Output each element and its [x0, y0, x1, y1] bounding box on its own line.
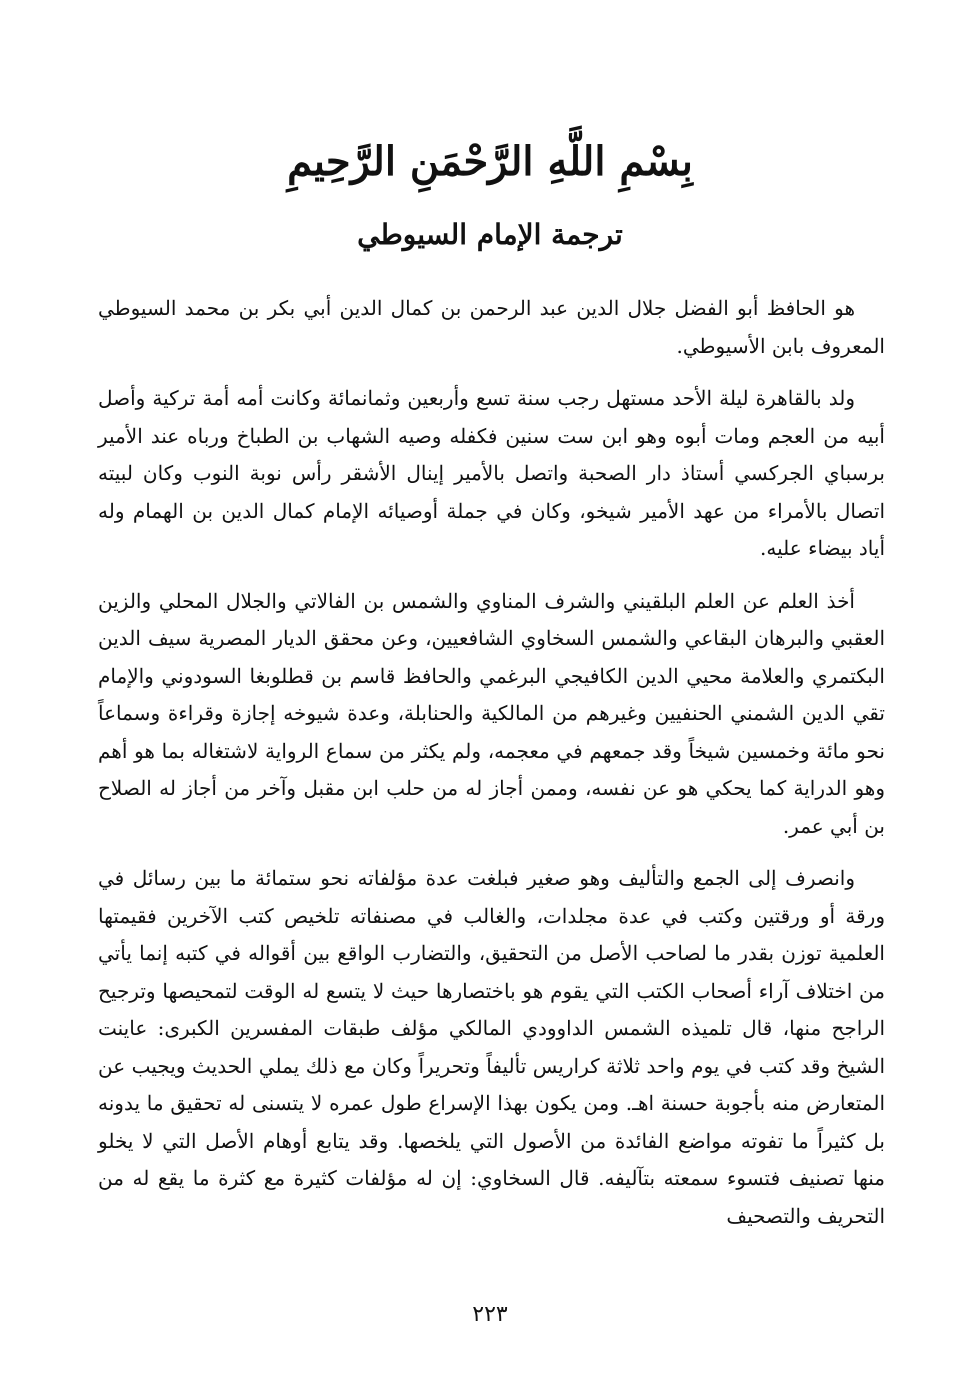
page-number: ٢٢٣ — [472, 1302, 508, 1327]
paragraph-lineage: هو الحافظ أبو الفضل جلال الدين عبد الرحمن بن كمال الدين أبي بكر بن محمد السيوطي المعروف بابن الأسيوطي. — [98, 296, 885, 358]
paragraph-birth: ولد بالقاهرة ليلة الأحد مستهل رجب سنة تسع وأربعين وثمانمائة وكانت أمه أمة تركية وأصل أبيه من العجم ومات أبوه وهو ابن ست سنين فكفله وصيه الشهاب بن الطباخ ورباه عند الأمير برسباي الجركسي أستاذ دار الصحبة واتصل بالأمير إينال الأشقر رأس نوبة النوب وكان لبيته اتصال بالأمراء من عهد الأمير شيخو، وكان في جملة أوصيائه الإمام كمال الدين بن الهمام وله أياد بيضاء عليه. — [98, 386, 885, 560]
paragraph-teachers: أخذ العلم عن العلم البلقيني والشرف المناوي والشمس بن الفالاتي والجلال المحلي والزين العقبي والبرهان البقاعي والشمس السخاوي الشافعيين، وعن محقق الديار المصرية سيف الدين البكتمري والعلامة محيي الدين الكافيجي البرغمي والحافظ قاسم بن قطلوبغا السودوني والإمام تقي الدين الشمني الحنفيين وغيرهم من المالكية والحنابلة، وعدة شيوخه إجازة وقراءة وسماعاً نحو مائة وخمسين شيخاً وقد جمعهم في معجمه، ولم يكثر من سماع الرواية لاشتغاله بما هو أهم وهو الدراية كما يحكي هو عن نفسه، وممن أجاز له من حلب ابن مقبل وآخر من أجاز له الصلاح بن أبي عمر. — [98, 588, 886, 838]
basmala-heading: بِسْمِ اللَّهِ الرَّحْمَنِ الرَّحِيمِ — [287, 138, 693, 185]
paragraph-writings: وانصرف إلى الجمع والتأليف وهو صغير فبلغت عدة مؤلفاته نحو ستمائة ما بين رسائل في ورقة أو ورقتين وكتب في عدة مجلدات، والغالب في مصنفاته تلخيص كتب الآخرين فقيمتها العلمية توزن بقدر ما لصاحب الأصل من التحقيق، والتضارب الواقع بين أقواله في كتبه إنما يأتي من اختلاف آراء أصحاب الكتب التي يقوم هو باختصارها حيث لا يتسع له الوقت لتمحيصها وترجيح الراجح منها، قال تلميذه الشمس الداوودي المالكي مؤلف طبقات المفسرين الكبرى: عاينت الشيخ وقد كتب في يوم واحد ثلاثة كراريس تأليفاً وتحريراً وكان مع ذلك يملي الحديث ويجيب عن المتعارض منه بأجوبة حسنة اهـ. ومن يكون بهذا الإسراع طول عمره لا يتسنى له تحقيق ما يدونه بل كثيراً ما تفوته مواضع الفائدة من الأصول التي يلخصها. وقد يتابع أوهام الأصل التي لا يخلو منها تصنيف فتسوء سمعته بتآليفه. قال السخاوي: إن له مؤلفات كثيرة مع كثرة ما يقع له من التحريف والتصحيف — [98, 866, 885, 1228]
body-text — [98, 290, 885, 1250]
page-title: ترجمة الإمام السيوطي — [357, 218, 623, 251]
